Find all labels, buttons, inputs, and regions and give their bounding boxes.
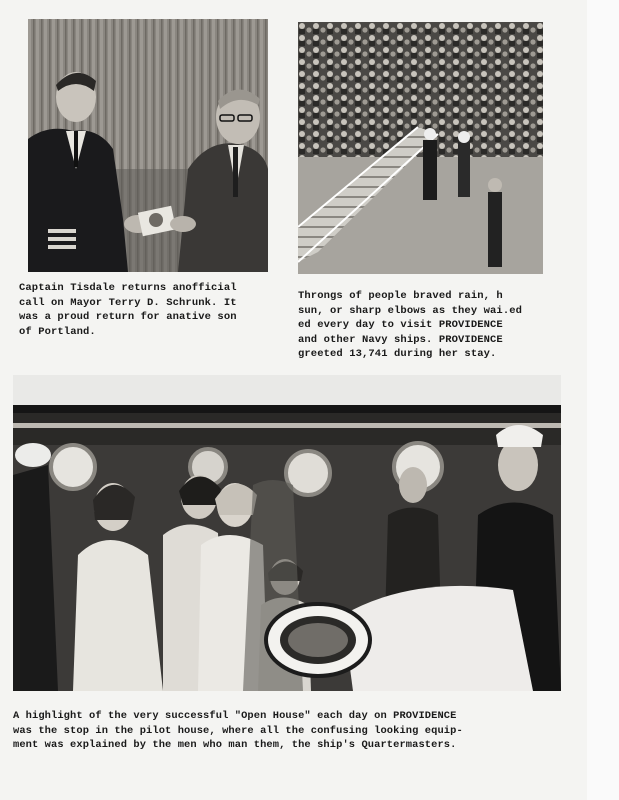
caption-pilot-house: A highlight of the very successful "Open House" each day on PROVIDENCE was the stop in the pilot house, where all the confusing looking equip- ment was explained by the men who man them, the ship's Quartermasters. — [13, 710, 463, 751]
page-margin — [587, 0, 619, 800]
photo-pilot-house — [13, 405, 561, 691]
photo-crowd-boarding — [298, 22, 543, 274]
caption-captain-mayor: Captain Tisdale returns anofficial call on Mayor Terry D. Schrunk. It was a proud return for anative son of Portland. — [19, 282, 237, 338]
caption-crowd: Throngs of people braved rain, h sun, or sharp elbows as they wai.ed ed every day to visit PROVIDENCE and other Navy ships. PROVIDENCE greeted 13,741 during her stay. — [298, 290, 523, 360]
photo-captain-and-mayor — [28, 19, 268, 272]
section-divider-band — [13, 375, 561, 405]
